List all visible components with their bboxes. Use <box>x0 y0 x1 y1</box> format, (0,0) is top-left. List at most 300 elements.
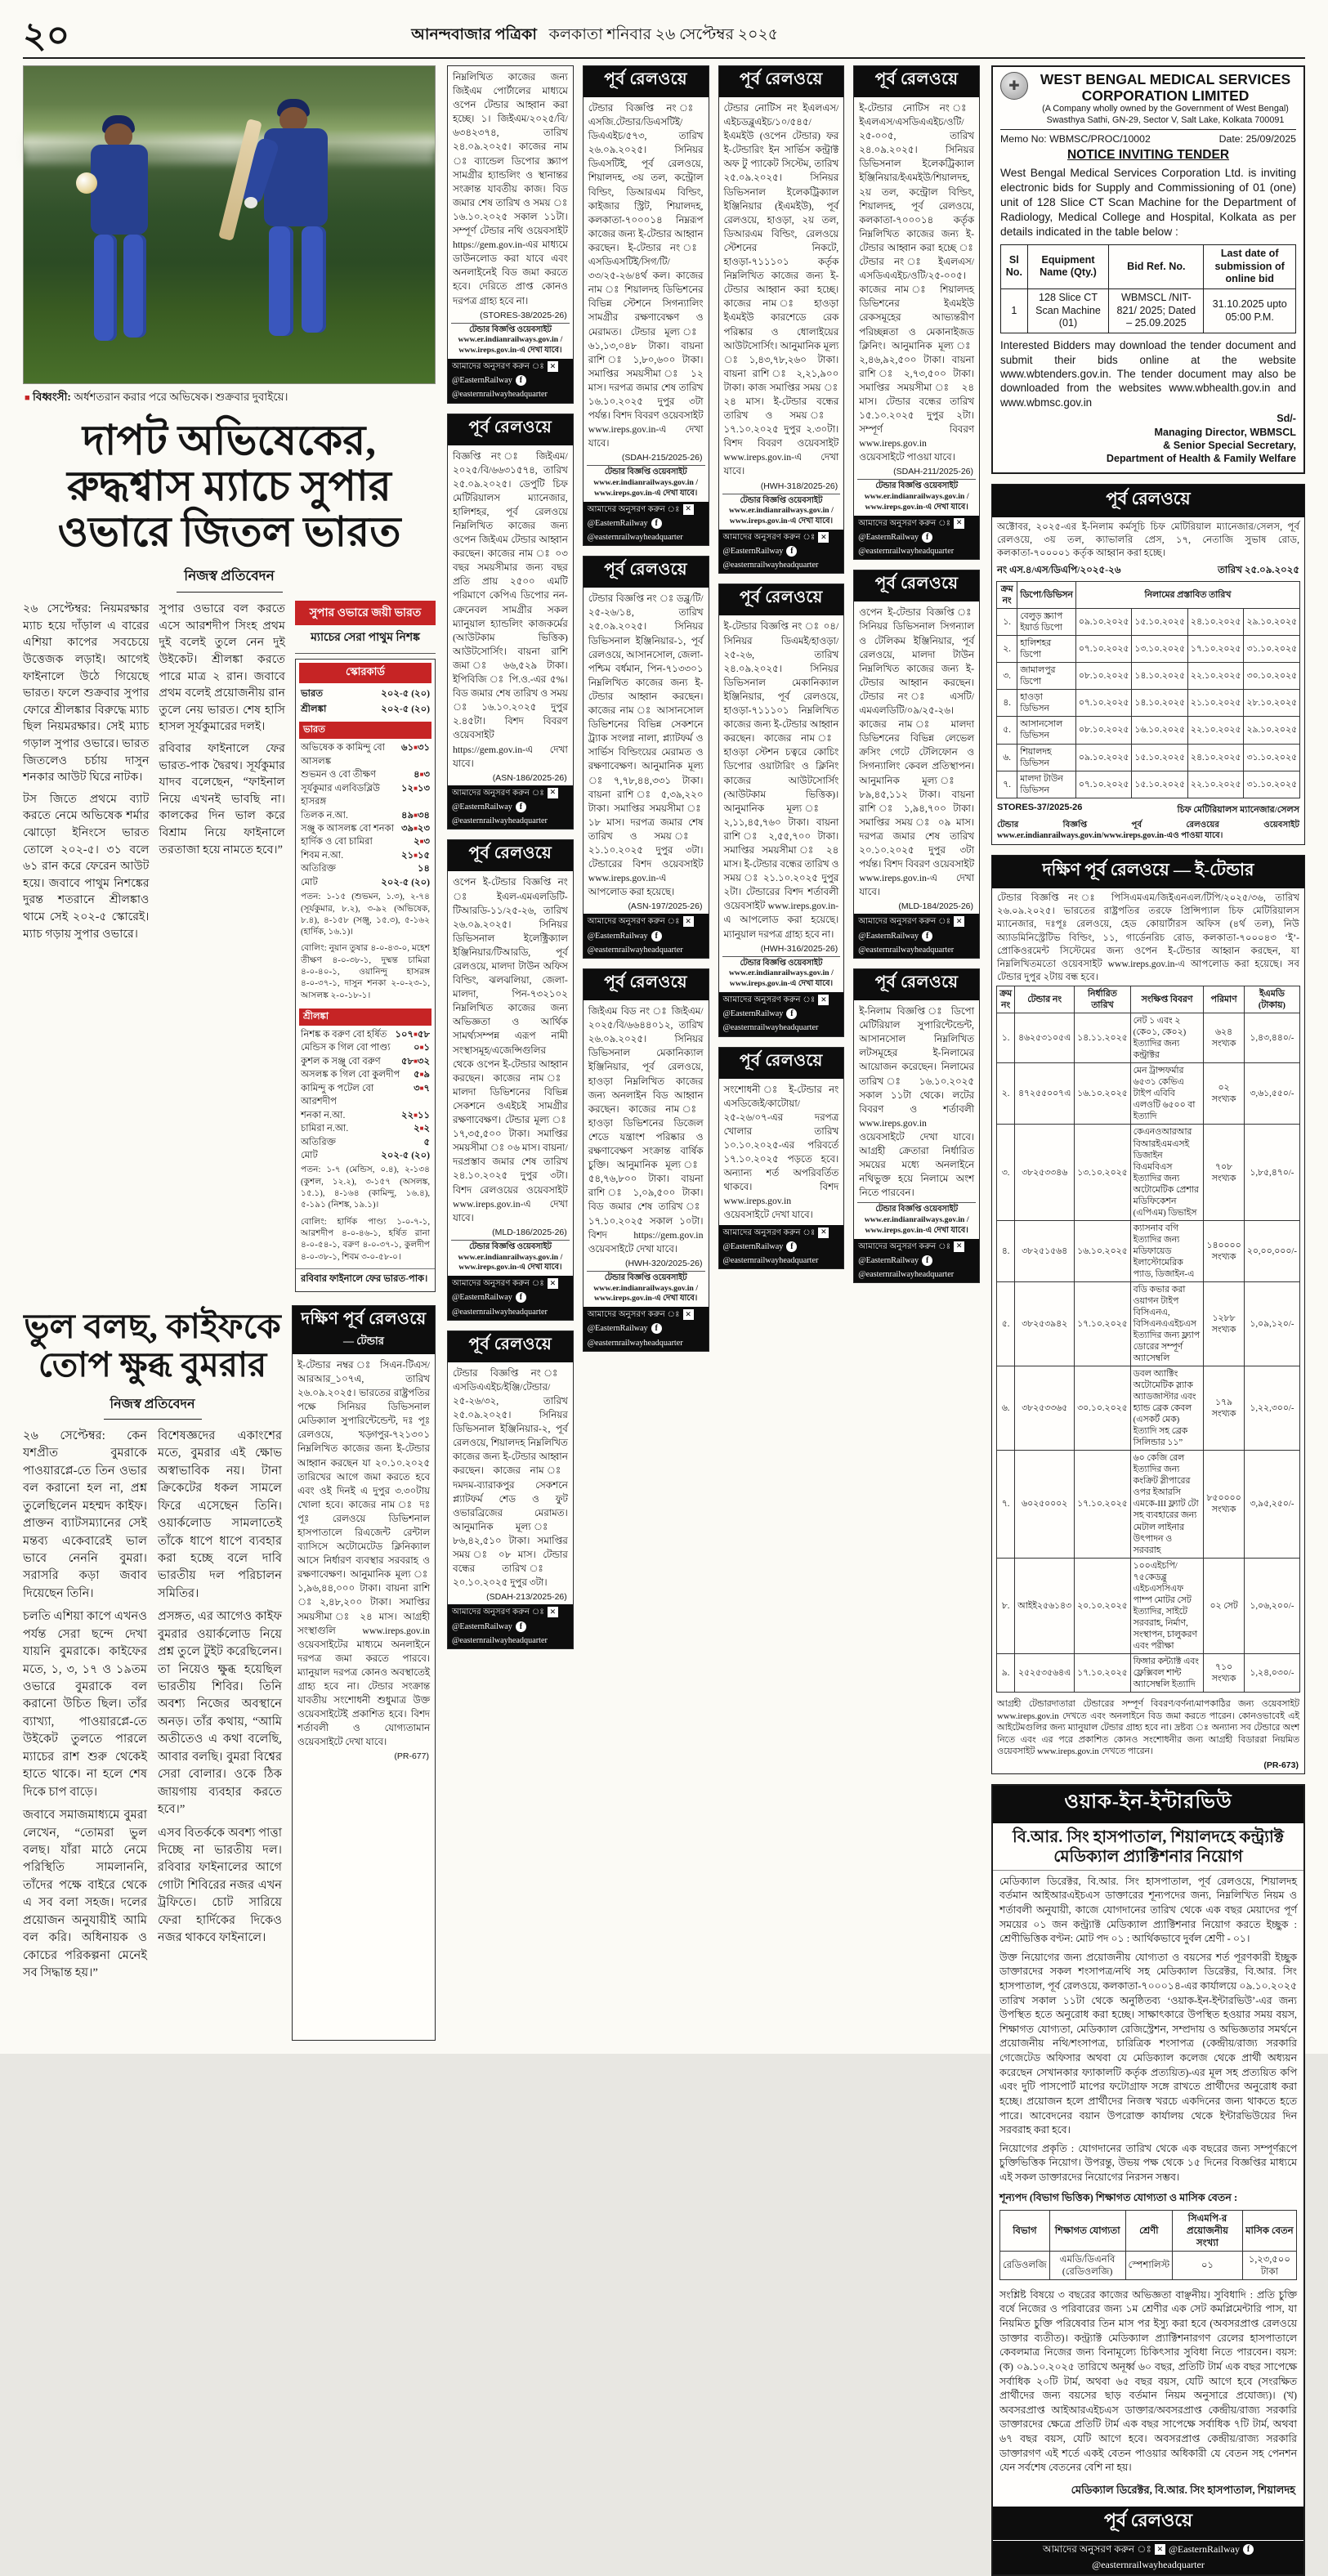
scorecard-summary-row <box>296 702 435 718</box>
batsman-row <box>296 1068 435 1081</box>
tender-box-body: টেন্ডার বিজ্ঞপ্তি নং ঃ ডব্লু/টি/২৫-২৬/১৪, তারিখ ২৫.০৯.২০২৫। সিনিয়র ডিভিসনাল ইঞ্জিনিয়ার-১, পূর্ব রেলওয়ে, আসানসোল, জেলা-পশ্চিম বর্ধমান, পিন-৭১৩৩০১ নিম্নলিখিত কাজের জন্য ই-টেন্ডার আহ্বান করছেন। কাজের নাম ঃ আসানসোল ডিভিশনের বিভিন্ন সেকশনে ট্র্যাক সংলগ্ন নালা, প্ল্যাটফর্ম ও সার্ভিস বিল্ডিংয়ের মেরামত ও রক্ষণাবেক্ষণ। আনুমানিক মূল্য ঃ ৭,৭৮,৪৪,৩৩১ টাকা। বায়না রাশি ঃ ৫,৩৯,২২০ টাকা। সমাপ্তির সময়সীমা ঃ ১৮ মাস। দরপত্র জমার শেষ তারিখ ও সময় ঃ ২১.১০.২০২৫ দুপুর ৩টা। টেন্ডারের বিশদ ওয়েবসাইট www.ireps.gov.in-এ আপলোড করা হয়েছে। <box>588 593 704 898</box>
batsman-dismissal: কুশল ক সঞ্জু বো বরুণ <box>301 1055 381 1067</box>
cell: ১৩.১০.২০২৫ <box>1075 1125 1131 1220</box>
table-header-row <box>997 582 1300 609</box>
page-number: ২০ <box>23 16 70 56</box>
cell: ১৬.১০.২০২৫ <box>1132 717 1188 744</box>
batsman-score: ৫■৯ <box>414 1069 430 1080</box>
eauction-signatory: চিফ মেটিরিয়ালস ম্যানেজার/সেলস <box>1177 804 1299 815</box>
nit-title: NOTICE INVITING TENDER <box>1066 148 1230 163</box>
follow-strip <box>448 359 573 403</box>
cell: মালদা টাউন ডিভিসন <box>1017 771 1076 798</box>
batsman-score: ৩৯■২৩ <box>401 823 430 834</box>
tender-box-header: পূর্ব রেলওয়ে <box>719 584 844 615</box>
table-row <box>997 1558 1300 1653</box>
score-separator-icon: ■ <box>419 1071 424 1079</box>
wbmscl-org-name: WEST BENGAL MEDICAL SERVICES CORPORATION LIMITED <box>1040 71 1291 104</box>
batting-pad <box>269 226 293 336</box>
tender-box-header: পূর্ব রেলওয়ে <box>448 414 573 445</box>
batsman-dismissal: সূর্যকুমার এলবিডব্লিউ হাসরঙ্গ <box>301 782 381 807</box>
score-separator-icon: ■ <box>414 1057 418 1065</box>
facebook-icon: f <box>651 931 662 941</box>
batsman-row <box>296 835 435 848</box>
second-article <box>23 1305 282 2041</box>
x-handle: @EasternRailway <box>858 532 919 542</box>
facebook-handle: @easternrailwayheadquarter <box>452 1635 548 1645</box>
paragraph: উক্ত নিয়োগের জন্য প্রয়োজনীয় যোগ্যতা ও বয়সের শর্ত পূরণকারী ইচ্ছুক ডাক্তারদের সকল শংসাপত্র/নথি সহ মেডিক্যাল ডিরেক্টর, বি.আর. সিং হাসপাতাল, পূর্ব রেলওয়ে, কলকাতা-৭০০০১৪-এর কার্যালয়ে ০৯.১০.২০২৫ তারিখ সকাল ১১টা থেকে অনুষ্ঠিতব্য ‘ওয়াক-ইন-ইন্টারভিউ’-এর জন্য উপস্থিত হতে অনুরোধ করা হচ্ছে। সাক্ষাৎকারে উপস্থিত হওয়ার সময় বয়স, শিক্ষাগত যোগ্যতা, মেডিক্যাল রেজিস্ট্রেশন, সম্প্রদায় ও অভিজ্ঞতার সমর্থনে প্রয়োজনীয় নথি/শংসাপত্র, চারিত্রিক শংসাপত্র (কেন্দ্রীয়/রাজ্য সরকারি গেজেটেড অফিসার অথবা যে মেডিক্যাল কলেজ থেকে প্রার্থী অধ্যয়ন করেছেন সেখানকার ফ্যাকালটি কর্তৃক প্রত্যয়িত)-এর মূল সহ প্রত্যয়িত কপি এবং দুটি পাসপোর্ট মাপের ফটোগ্রাফ সঙ্গে রাখতে প্রার্থীদের অনুরোধ করা হচ্ছে। প্রয়োজন হলে প্রার্থীদের নিজস্ব খরচে একদিনের জন্য থাকতে হতে পারে। আবেদনের বয়ান উপরোক্ত কার্যালয় থেকে ইন্টারভিউয়ের দিন সরবরাহ করা হবে। <box>999 1951 1297 2136</box>
lead-byline: নিজস্ব প্রতিবেদন <box>184 568 275 584</box>
follow-label: আমাদের অনুসরণ করুন ঃ <box>1043 2542 1151 2555</box>
batsman-score: ২১■১৫ <box>401 849 430 861</box>
score-separator-icon: ■ <box>414 744 418 752</box>
column-header: মাসিক বেতন <box>1242 2210 1296 2251</box>
walkin-subheader: বি.আর. সিং হাসপাতাল, শিয়ালদহে কন্ট্র্যাক্ট মেডিক্যাল প্র্যাক্টিশনার নিয়োগ <box>993 1823 1303 1871</box>
cell: ডবল অ্যাক্টিং অটোমেটিক স্ল্যাক অ্যাডজাস্টার এবং হ্যান্ড ব্রেক কেবল (এসকর্ট মেক) ইত্যাদি সহ ব্রেক সিলিন্ডার ১১” <box>1130 1366 1204 1451</box>
facebook-icon: f <box>651 518 662 529</box>
follow-strip <box>719 992 844 1036</box>
cell: ৩,৬১,৫৫০/- <box>1244 1063 1299 1125</box>
website-note: টেন্ডার বিজ্ঞপ্তি ওয়েবসাইট www.er.indianrailways.gov.in / www.ireps.gov.in-এ দেখা যাবে। <box>722 956 841 992</box>
x-handle: @EasternRailway <box>722 1241 784 1251</box>
cell: ১৪০০০০ সংখ্যক <box>1204 1220 1244 1281</box>
follow-label: আমাদের অনুসরণ করুন ঃ <box>858 1241 951 1251</box>
cell: ৪. <box>997 1220 1015 1281</box>
cell-salary: ১,২৩,৫০০ টাকা <box>1242 2251 1296 2279</box>
batsman-dismissal: অসলঙ্ক ক গিল বো কুলদীপ <box>301 1069 400 1080</box>
facebook-icon: f <box>516 1292 526 1303</box>
cell: ০৯.১০.২০২৫ <box>1075 609 1132 636</box>
cell: ১৪.১০.২০২৫ <box>1132 690 1188 717</box>
table-row <box>997 1366 1300 1451</box>
tender-notice-box <box>447 1330 574 1649</box>
website-note: টেন্ডার বিজ্ঞপ্তি ওয়েবসাইট www.er.indianrailways.gov.in / www.ireps.gov.in-এ দেখা যাবে। <box>451 323 570 359</box>
fall-of-wickets: পতন: ১-৭ (মেন্ডিস, ০.৪), ২-১৩৪ (কুশল, ১২.২), ৩-১৫৭ (অসলঙ্ক, ১৫.১), ৪-১৬৪ (কামিন্দু, ১৬.৪), ৫-১৯১ (নিশঙ্ক, ১৯.১)। <box>301 1165 430 1210</box>
facebook-handle: @easternrailwayheadquarter <box>722 1256 819 1266</box>
facebook-handle: @easternrailwayheadquarter <box>587 1338 683 1348</box>
cell: ৮৫০০০০ সংখ্যক <box>1204 1451 1244 1558</box>
column-header: পরিমাণ <box>1204 986 1244 1013</box>
batsman-row <box>296 822 435 835</box>
wbmscl-subtitle-1: (A Company wholly owned by the Government of West Bengal) <box>1042 104 1289 114</box>
facebook-handle: @easternrailwayheadquarter <box>858 547 955 557</box>
column-header: বিভাগ <box>1000 2210 1050 2251</box>
facebook-handle: @easternrailwayheadquarter <box>452 1307 548 1317</box>
cell: ১. <box>997 1013 1015 1063</box>
table-header-row <box>1001 244 1296 288</box>
cell: ২২.১০.২০২৫ <box>1187 771 1244 798</box>
score-separator-icon: ■ <box>419 771 424 779</box>
eauction-table <box>996 581 1300 798</box>
cell: ৭০৮ সংখ্যক <box>1204 1125 1244 1220</box>
cell: ৬. <box>997 1366 1015 1451</box>
cell: ৩৮২৫১৫৬৪ <box>1015 1220 1075 1281</box>
batsman-dismissal: কামিন্দু ক পটেল বো আরশদীপ <box>301 1082 374 1107</box>
innings-team-name: শ্রীলঙ্কা <box>299 1008 431 1026</box>
follow-strip <box>448 785 573 830</box>
x-icon: ✕ <box>818 1228 829 1238</box>
cell: ৩৮২৫৩৯৪২ <box>1015 1281 1075 1366</box>
batsman-score: ২■২ <box>414 1123 430 1134</box>
dateline: কলকাতা শনিবার ২৬ সেপ্টেম্বর ২০২৫ <box>548 26 779 43</box>
x-icon: ✕ <box>818 532 829 543</box>
cell: ২২.১০.২০২৫ <box>1187 717 1244 744</box>
column-header: নির্ধারিত তারিখ <box>1075 986 1131 1013</box>
se-tender-ref: (PR-677) <box>394 1751 429 1762</box>
batsman-score: ৫৮■৩২ <box>401 1055 430 1067</box>
cell: শিয়ালদহ ডিভিসন <box>1017 744 1076 771</box>
x-icon: ✕ <box>683 1309 694 1320</box>
byline-rule <box>104 1419 202 1420</box>
paragraph: টস জিতে প্রথমে ব্যাট করতে নেমে অভিষেক শর্মার ঝোড়ো ইনিংসে ভারত তোলে ২০২-৫। ৩১ বলে ৬১ রান করে ফেরেন আউট হয়ে। জবাবে পাথুম নিশঙ্কের দুরন্ত শতরানে শ্রীলঙ্কাও থামে সেই ২০২-৫ স্কোরেই। ম্যাচ গড়ায় সুপার ওভারে। <box>23 792 150 941</box>
cell: ২৯.১০.২০২৫ <box>1244 609 1300 636</box>
wbmscl-masthead <box>1000 72 1296 130</box>
score-separator-icon: ■ <box>414 1030 418 1038</box>
cell: হাওড়া ডিভিসন <box>1017 690 1076 717</box>
cell: ৩১.১০.২০২৫ <box>1244 636 1300 663</box>
tender-notice-box <box>853 570 980 959</box>
cell-qualification: এমডি/ডিএনবি (রেডিওলজি) <box>1049 2251 1125 2279</box>
column-header: Sl No. <box>1001 244 1028 288</box>
table-row <box>997 1013 1300 1063</box>
cell: ৩০.১০.২০২৫ <box>1075 1366 1131 1451</box>
tender-box-body: ই-টেন্ডার নোটিস নং ঃ ইএলএস/এসডিএএইচ/ওটি/২৫-০০৫, তারিখ ২৪.০৯.২০২৫। সিনিয়র ডিভিসনাল ইলেকট্রিক্যাল ইঞ্জিনিয়ার/ইএমইউ/শিয়ালদহ, ২য় তল, কন্ট্রোল বিল্ডিং, শিয়ালদহ, পূর্ব রেলওয়ে, কলকাতা-৭০০০১৪ কর্তৃক নিম্নলিখিত কাজের জন্য ই-টেন্ডার আহ্বান করা হচ্ছে ঃ টেন্ডার নং ঃ ইএলএস/এসডিএএইচ/ওটি/২৫-০০৫। কাজের নাম ঃ শিয়ালদহ ডিভিশনের ইএমইউ রেকসমূহের আভ্যন্তরীণ পরিচ্ছন্নতা ও মেকানাইজড ক্লিনিং। আনুমানিক মূল্য ঃ ২,৪৬,৯২,৫০০ টাকা। বায়না রাশি ঃ ২,৭৩,৫০০ টাকা। সমাপ্তির সময়সীমা ঃ ২৪ মাস। টেন্ডার বন্ধের তারিখ ১৫.১০.২০২৫ দুপুর ২টা। সম্পূর্ণ বিবরণ www.ireps.gov.in ওয়েবসাইটে পাওয়া যাবে। <box>859 102 974 463</box>
cell: ৭. <box>997 1451 1015 1558</box>
cell: আইই২৫৬১৪৩ <box>1015 1558 1075 1653</box>
cell: ১৩.১০.২০২৫ <box>1132 636 1188 663</box>
man-of-the-match: ম্যাচের সেরা পাথুম নিশঙ্ক <box>295 625 436 654</box>
table-row <box>997 1451 1300 1558</box>
cell: ২০,০০,০০০/- <box>1244 1220 1299 1281</box>
cell: মেন ট্রান্সফর্মার ৬৫৩১ কেভিএ টাইপ এবিবি এলওটি ৬৫০০ বা ইত্যাদি <box>1130 1063 1204 1125</box>
score-separator-icon: ■ <box>419 1125 424 1133</box>
eastern-railway-banner: পূর্ব রেলওয়ে <box>993 2505 1303 2540</box>
tender-notice-box <box>447 839 574 1320</box>
column-header: ক্রম নং <box>997 986 1015 1013</box>
cell: ১২৮৮ সংখ্যক <box>1204 1281 1244 1366</box>
follow-strip <box>584 914 709 958</box>
follow-label: আমাদের অনুসরণ করুন ঃ <box>722 532 816 542</box>
vacancy-table-label: শূন্যপদ (বিভাগ ভিত্তিক) শিক্ষাগত যোগ্যতা ও মাসিক বেতন : <box>999 2191 1238 2203</box>
photo-caption <box>23 384 436 409</box>
batting-pad <box>302 226 326 333</box>
tender-box-header: পূর্ব রেলওয়ে <box>854 969 979 1000</box>
batsman-row <box>296 1041 435 1054</box>
table-row <box>1001 288 1296 333</box>
innings-team-name: ভারত <box>299 722 431 739</box>
se-tender-title: দক্ষিণ পূর্ব রেলওয়ে <box>301 1309 427 1328</box>
batsman-score: ১২■১৩ <box>401 782 430 794</box>
batsman-dismissal: মেন্ডিস ক গিল বো পাণ্ড্য <box>301 1042 391 1053</box>
batsman-row <box>296 741 435 768</box>
batsman-dismissal: তিলক ন.আ. <box>301 809 348 821</box>
batsman-row <box>296 782 435 809</box>
fall-of-wickets: পতন: ১-১৫ (শুভমন, ১.৩), ২-৭৪ (সূর্যকুমার, ৮.২), ৩-৯২ (অভিষেক, ৮.৪), ৪-১৫৮ (সঞ্জু, ১৫.৩), ৫-১৬২ (হার্দিক, ১৬.১)। <box>301 892 430 937</box>
cell: ১৭.১০.২০২৫ <box>1075 1451 1131 1558</box>
cell: ৩১.১০.২০২৫ <box>1244 771 1300 798</box>
follow-strip <box>584 502 709 546</box>
innings-total-row <box>296 862 435 875</box>
classified-column <box>583 65 709 2041</box>
x-handle: @EasternRailway <box>452 802 512 812</box>
total-value: ২০২-৫ (২০) <box>381 1150 430 1161</box>
wbmscl-memo-row <box>1000 130 1296 146</box>
player-torso <box>91 145 148 235</box>
paragraph: জবাবে সমাজমাধ্যমে বুমরা লেখেন, “তোমরা ভুল বলছ। যাঁরা মাঠে নেমে পরিস্থিতি সামলাননি, তাঁদের পক্ষে বাইরে থেকে এ সব বলা সহজ। দলের প্রয়োজন অনুযায়ীই আমি বল করি। অধিনায়ক ও কোচের পরিকল্পনা মেনেই সব সিদ্ধান্ত হয়।” <box>23 1809 147 1980</box>
eauction-website-note: টেন্ডার বিজ্ঞপ্তি পূর্ব রেলওয়ের ওয়েবসাইট www.er.indianrailways.gov.in/www.ireps.gov.in-এও পাওয়া যাবে। <box>997 820 1299 840</box>
helmet-in-hand <box>76 172 97 194</box>
nit-footer: Interested Bidders may download the tender document and submit their bids online at the website www.wbtenders.gov.in. The tender document may also be downloaded from the websites www.wbhealth.gov.in and www.wbmsc.gov.in <box>1000 339 1296 409</box>
column-header: নিলামের প্রস্তাবিত তারিখ <box>1075 582 1299 609</box>
se-tender-header <box>293 1306 435 1354</box>
column-header: শ্রেণী <box>1125 2210 1173 2251</box>
follow-label: আমাদের অনুসরণ করুন ঃ <box>587 1310 680 1319</box>
cell: ০৭.১০.২০২৫ <box>1075 771 1132 798</box>
x-icon: ✕ <box>1155 2544 1165 2555</box>
cell: ৮. <box>997 1558 1015 1653</box>
table-row <box>997 690 1300 717</box>
facebook-icon: f <box>516 1621 526 1632</box>
follow-label: আমাদের অনুসরণ করুন ঃ <box>452 361 544 371</box>
cell: ০৭.১০.২০২৫ <box>1075 690 1132 717</box>
website-note: টেন্ডার বিজ্ঞপ্তি ওয়েবসাইট www.er.indianrailways.gov.in / www.ireps.gov.in-এ দেখা যাবে। <box>587 465 705 501</box>
cell: ১৪.১১.২০২৫ <box>1075 1013 1131 1063</box>
tender-notice-box <box>718 584 845 1036</box>
batsman-row <box>296 849 435 862</box>
follow-label: আমাদের অনুসরণ করুন ঃ <box>587 504 680 514</box>
lead-body <box>23 601 436 1292</box>
pr-code: (PR-673) <box>1263 1760 1299 1770</box>
tender-box-body: টেন্ডার বিজ্ঞপ্তি নং ঃ এসডিএএইচ/ইঞ্জি/টেন্ডার/২৫-২৬/৩২, তারিখ ২৫.০৯.২০২৫। সিনিয়র ডিভিসনাল ইঞ্জিনিয়ার-২, পূর্ব রেলওয়ে, শিয়ালদহ নিম্নলিখিত কাজের জন্য ই-টেন্ডার আহ্বান করছেন। কাজের নাম ঃ দমদম-ব্যারাকপুর সেকশনে প্ল্যাটফর্ম শেড ও ফুট ওভারব্রিজের মেরামত। আনুমানিক মূল্য ঃ ৮৬,৪২,৫১০ টাকা। সমাপ্তির সময় ঃ ০৮ মাস। টেন্ডার বন্ধের তারিখ ঃ ২০.১০.২০২৫ দুপুর ৩টা। <box>453 1366 568 1589</box>
total-label: অতিরিক্ত <box>301 863 337 874</box>
facebook-handle: @easternrailwayheadquarter <box>858 1270 955 1280</box>
x-icon: ✕ <box>818 995 829 1005</box>
x-icon: ✕ <box>548 788 558 798</box>
score-separator-icon: ■ <box>414 851 418 859</box>
score-separator-icon: ■ <box>414 811 418 819</box>
scorecard-summary-row <box>296 686 435 702</box>
vacancy-table <box>999 2210 1297 2280</box>
cell: ২০.১০.২০২৫ <box>1075 1558 1131 1653</box>
innings-total-row <box>296 1149 435 1162</box>
batsman-row <box>296 809 435 822</box>
tender-ref: (SDAH-213/2025-26) <box>486 1592 567 1603</box>
follow-label: আমাদের অনুসরণ করুন ঃ <box>722 1228 816 1237</box>
column-header: সংক্ষিপ্ত বিবরণ <box>1130 986 1204 1013</box>
column-header: Bid Ref. No. <box>1109 244 1204 288</box>
cell: ৪৭২৫৫০০৭এ <box>1015 1063 1075 1125</box>
cell: ৫. <box>997 717 1017 744</box>
x-icon: ✕ <box>683 504 694 515</box>
tender-box-header: পূর্ব রেলওয়ে <box>448 840 573 871</box>
team-name: শ্রীলঙ্কা <box>301 704 327 715</box>
cell: ১,০৯,১২০/- <box>1244 1281 1299 1366</box>
tender-box-header: পূর্ব রেলওয়ে <box>854 570 979 602</box>
cell-category: স্পেশালিস্ট <box>1125 2251 1173 2279</box>
cell: নেট ১ এবং ২ (কে০১, কে০২) ইত্যাদির জন্য কন্ট্রাক্টর <box>1130 1013 1204 1063</box>
tender-notice-box <box>718 65 845 574</box>
display-notices-region <box>991 65 1305 2571</box>
batsman-dismissal: শিবম ন.আ. <box>301 849 344 861</box>
table-row <box>997 1653 1300 1692</box>
se-etender-notice <box>991 855 1305 1774</box>
follow-strip <box>448 1604 573 1648</box>
page-header <box>23 11 1305 59</box>
batsman-dismissal: শনকা ন.আ. <box>301 1109 346 1120</box>
batsman-dismissal: সঞ্জু ক আসলঙ্ক বো শনকা <box>301 823 395 834</box>
facebook-handle: @easternrailwayheadquarter <box>1092 2559 1205 2571</box>
signatory-1: Managing Director, WBMSCL <box>1154 426 1296 438</box>
cell: ০৮.১০.২০২৫ <box>1075 717 1132 744</box>
batsman-row <box>296 1028 435 1041</box>
batsman-score: ০■১ <box>414 1042 430 1053</box>
x-handle: @EasternRailway <box>722 1009 784 1019</box>
tender-notice-box <box>447 414 574 830</box>
tender-box-body: নিম্নলিখিত কাজের জন্য জিইএম পোর্টালের মাধ্যমে ওপেন টেন্ডার আহ্বান করা হচ্ছে। ১। জিইএম/২০২৫/বি/৬৩৪২৩৭৪, তারিখ ২৪.০৯.২০২৫। কাজের নাম ঃ ব্যান্ডেল ডিপোর স্ক্র্যাপ সামগ্রীর হ্যান্ডলিং ও স্থানান্তর সংক্রান্ত যাবতীয় কাজ। বিড জমার শেষ তারিখ ও সময় ঃ ১৬.১০.২০২৫ সকাল ১১টা। সম্পূর্ণ টেন্ডার নথি ওয়েবসাইট https://gem.gov.in-এর মাধ্যমে ডাউনলোড করা যাবে এবং অনলাইনেই বিড জমা করতে হবে। দেরিতে প্রাপ্ত কোনও দরপত্র গ্রাহ্য হবে না। <box>453 71 568 306</box>
x-icon: ✕ <box>954 1241 964 1252</box>
cell: ০২ সেট <box>1204 1558 1244 1653</box>
facebook-handle: @easternrailwayheadquarter <box>587 533 683 543</box>
x-handle: @EasternRailway <box>587 1324 648 1334</box>
table-row <box>997 1125 1300 1220</box>
facebook-icon: f <box>922 1255 932 1266</box>
tender-box-body: সংশোধনী ঃ ই-টেন্ডার নং এসডিজেই/কাটোয়া/২৫-২৬/০৭-এর দরপত্র খোলার তারিখ ১০.১০.২০২৫-এর পরিবর্তে ১৭.১০.২০২৫ পড়তে হবে। অন্যান্য শর্ত অপরিবর্তিত থাকবে। বিশদ www.ireps.gov.in ওয়েবসাইটে দেখা যাবে। <box>723 1083 839 1221</box>
table-row <box>1000 2251 1297 2279</box>
page-content <box>23 65 1305 2571</box>
cell: ১৬.১০.২০২৫ <box>1075 1220 1131 1281</box>
cell: ১৭.১০.২০২৫ <box>1075 1653 1131 1692</box>
tender-notice-box <box>853 65 980 560</box>
eauction-footer-row <box>992 802 1304 819</box>
tender-ref: (SDAH-215/2025-26) <box>621 453 703 463</box>
signatory-2: & Senior Special Secretary, <box>1163 440 1296 451</box>
tender-box-header: পূর্ব রেলওয়ে <box>448 1331 573 1362</box>
tender-notice-box <box>853 968 980 1283</box>
lead-headline: দাপট অভিষেকের, রুদ্ধশ্বাস ম্যাচে সুপার ওভারে জিতল ভারত <box>57 418 401 557</box>
cell: ৬. <box>997 744 1017 771</box>
batsman-row <box>296 768 435 781</box>
tender-box-body: জিইএম বিড নং ঃ জিইএম/২০২৫/বি/৬৬৪৪০১২, তারিখ ২৬.০৯.২০২৫। সিনিয়র ডিভিসনাল মেকানিক্যাল ইঞ্জিনিয়ার, পূর্ব রেলওয়ে, হাওড়া নিম্নলিখিত কাজের জন্য অনলাইন বিড আহ্বান করছেন। কাজের নাম ঃ হাওড়া ডিভিশনের ডিজেল শেডে যন্ত্রাংশ পরিষ্কার ও রক্ষণাবেক্ষণ সংক্রান্ত বার্ষিক চুক্তি। আনুমানিক মূল্য ঃ ৫৪,৭৬,৮০০ টাকা। বায়না রাশি ঃ ১,০৯,৫০০ টাকা। বিড জমার শেষ তারিখ ঃ ১৭.১০.২০২৫ সকাল ১০টা। বিশদ https://gem.gov.in ওয়েবসাইটে দেখা যাবে। <box>588 1005 704 1254</box>
tender-box-body: ওপেন ই-টেন্ডার বিজ্ঞপ্তি নং ঃ ইএল-এমএলডিটি-টিআরডি-১১/২৫-২৬, তারিখ ২৬.০৯.২০২৫। সিনিয়র ডিভিসনাল ইলেক্ট্রিক্যাল ইঞ্জিনিয়ার/টিআরডি, পূর্ব রেলওয়ে, মালদা টাউন অফিস বিল্ডিং, ঝলঝলিয়া, জেলা-মালদা, পিন-৭৩২১০২ নিম্নলিখিত কাজের জন্য অভিজ্ঞতা ও আর্থিক সামর্থ্যসম্পন্ন এরূপ নামী সংস্থাসমূহ/এজেন্সিগুলির থেকে ওপেন ই-টেন্ডার আহ্বান করছেন। কাজের নাম ঃ মালদা ডিভিশনের বিভিন্ন সেকশনে ওএইচই সামগ্রীর রক্ষণাবেক্ষণ। টেন্ডার মূল্য ঃ ১৭,৩৫,৫০০ টাকা। সমাপ্তির সময়সীমা ঃ ০৬ মাস। বায়না/দরপ্রস্তাব জমার শেষ তারিখ ২৪.১০.২০২৫ দুপুর ৩টা। বিশদ রেলওয়ের ওয়েবসাইট www.ireps.gov.in-এ দেখা যাবে। <box>453 876 568 1223</box>
table-row <box>997 1281 1300 1366</box>
cell: ১৬.১০.২০২৫ <box>1075 1063 1131 1125</box>
lead-column-2 <box>159 601 286 1292</box>
score-separator-icon: ■ <box>419 1084 424 1092</box>
masthead <box>411 23 778 54</box>
scorecard-footer: রবিবার ফাইনালে ফের ভারত-পাক। <box>296 1268 435 1291</box>
tender-box-header: পূর্ব রেলওয়ে <box>584 66 709 97</box>
eauction-ref-row <box>992 561 1304 581</box>
paper-name: আনন্দবাজার পত্রিকা <box>411 26 537 43</box>
tender-box-header: পূর্ব রেলওয়ে <box>854 66 979 97</box>
second-article-body <box>23 1428 282 1983</box>
table-header-row <box>1000 2210 1297 2251</box>
scorecard <box>295 659 436 1292</box>
cell-sl: 1 <box>1001 288 1028 333</box>
cell: ২৪.১০.২০২৫ <box>1187 744 1244 771</box>
tender-ref: (STORES-38/2025-26) <box>480 310 567 320</box>
follow-label: আমাদের অনুসরণ করুন ঃ <box>722 995 816 1004</box>
cell: ৬২৪ সংখ্যক <box>1204 1013 1244 1063</box>
x-icon: ✕ <box>954 518 964 529</box>
cell: ৫. <box>997 1281 1015 1366</box>
se-tender-subtitle: — টেন্ডার <box>343 1334 384 1347</box>
x-handle: @EasternRailway <box>452 1293 512 1303</box>
paragraph: সুপার ওভারে বল করতে এসে আরশদীপ সিংহ প্রথম দুই বলেই তুলে নেন দুই উইকেট। শ্রীলঙ্কা করতে পারে মাত্র ২ রান। জবাবে প্রথম বলেই প্রয়োজনীয় রান তুলে নেয় ভারত। শেষ হাসি হাসল সূর্যকুমারের দলই। <box>159 602 285 734</box>
x-icon: ✕ <box>548 1278 558 1289</box>
website-note: টেন্ডার বিজ্ঞপ্তি ওয়েবসাইট www.er.indianrailways.gov.in / www.ireps.gov.in-এ দেখা যাবে। <box>857 1202 976 1238</box>
follow-strip <box>854 1239 979 1283</box>
table-row <box>997 663 1300 690</box>
batsman-score: ৬১■৩১ <box>401 742 430 754</box>
cell: ০৮.১০.২০২৫ <box>1075 663 1132 690</box>
cell: ৩০.১০.২০২৫ <box>1244 663 1300 690</box>
team-score: ২০২-৫ (২০) <box>381 688 430 700</box>
facebook-icon: f <box>922 931 932 941</box>
sd-line: Sd/- <box>1277 413 1296 425</box>
tender-ref: (ASN-186/2025-26) <box>492 772 567 783</box>
cell: ১৫.১০.২০২৫ <box>1132 744 1188 771</box>
tender-ref: (HWH-318/2025-26) <box>760 481 838 491</box>
tender-box-body: বিজ্ঞপ্তি নং ঃ জিইএম/২০২৫/বি/৬৬৩১৫৭৪, তারিখ ২৫.০৯.২০২৫। ডেপুটি চিফ মেটিরিয়ালস ম্যানেজার, হালিশহর, পূর্ব রেলওয়ে নিম্নলিখিত কাজের জন্য ওপেন জিইএম টেন্ডার আহ্বান করছেন। কাজের নাম ঃ ০৩ বছর সময়সীমার জন্য বছর প্রতি প্রায় ২৫০০ এমটি পরিমাণে কেপিএ ডিপোর নন-ক্রেনেবল সামগ্রীর সকল ম্যানুয়াল হ্যান্ডলিং কাজকর্মের (আউটকাম ভিত্তিক) আউটসোর্সিং। বায়না রাশি জমা ঃ ৬৬,৫২৯ টাকা। ইপিবিজি ঃ পি.ও.-এর ৫%। বিড জমার শেষ তারিখ ও সময় ঃ ১৬.১০.২০২৫ দুপুর ২.৪৫টা। বিশদ বিবরণ ওয়েবসাইট https://gem.gov.in-এ দেখা যাবে। <box>453 449 568 769</box>
follow-strip <box>993 2540 1303 2574</box>
cell: হালিশহর ডিপো <box>1017 636 1076 663</box>
team-score: ২০২-৫ (২০) <box>381 704 430 715</box>
tender-ref: (HWH-316/2025-26) <box>760 943 838 954</box>
facebook-icon: f <box>786 1241 797 1252</box>
se-etender-intro: টেন্ডার বিজ্ঞপ্তি নং ঃ পিসিএমএম/জিইএনএল/টিপি/২০২৫/৩৬, তারিখ ২৬.০৯.২০২৫। ভারতের রাষ্ট্রপতির তরফে প্রিন্সিপ্যাল চিফ মেটিরিয়ালস ম্যানেজার, দঃপূঃ রেলওয়ে, হেড কোয়ার্টারস অফিস (৪র্থ তল), নিউ অ্যাডমিনিস্ট্রেটিভ বিল্ডিং, ১১, গার্ডেনরিচ রোড, কলকাতা-৭০০০৪৩ ‘ই’-প্রোকিওরমেন্ট সিস্টেমের জন্য ওপেন ই-টেন্ডার আহ্বান করছেন, যা নিম্নলিখিতমতো ওয়েবসাইট www.ireps.gov.in-এ আপলোড করা হয়েছে। সব টেন্ডার দুপুর ২টায় বন্ধ হবে। <box>997 892 1299 982</box>
walkin-header: ওয়াক-ইন-ইন্টারভিউ <box>993 1786 1303 1823</box>
cell: ১,০৬,২০০/- <box>1244 1558 1299 1653</box>
total-value: ৫ <box>423 1136 430 1147</box>
signatory-3: Department of Health & Family Welfare <box>1106 453 1296 465</box>
cell: ০৭.১০.২০২৫ <box>1075 636 1132 663</box>
tender-box-body: টেন্ডার বিজ্ঞপ্তি নং ঃ এসজি.টেন্ডার/ডিএসটিই/ডিএএইচ/৫৭৩, তারিখ ২৬.০৯.২০২৫। সিনিয়র ডিএসটিই, পূর্ব রেলওয়ে, শিয়ালদহ, ৩য় তল, কন্ট্রোল বিল্ডিং, ডিআরএম বিল্ডিং, কাইজার স্ট্রিট, শিয়ালদহ, কলকাতা-৭০০০১৪ নিম্নরূপ কাজের জন্য ই-টেন্ডার আহ্বান করছেন। ই-টেন্ডার নং ঃ এসডিএসটিই/সিগ/টি/৩৩/২৫-২৬/৪র্থ কল। কাজের নাম ঃ শিয়ালদহ ডিভিশনের বিভিন্ন স্টেশনে সিগন্যালিং সামগ্রীর রক্ষণাবেক্ষণ ও মেরামত। টেন্ডার মূল্য ঃ ৬১,১৩,০৪৮ টাকা। বায়না রাশি ঃ ১,৮০,৬০০ টাকা। সমাপ্তির সময়সীমা ঃ ১২ মাস। দরপত্র জমার শেষ তারিখ ১৬.১০.২০২৫ দুপুর ৩টা পর্যন্ত। বিশদ বিবরণ ওয়েবসাইট www.ireps.gov.in-এ দেখা যাবে। <box>588 102 704 449</box>
cell: ০৯.১০.২০২৫ <box>1075 744 1132 771</box>
table-header-row <box>997 986 1300 1013</box>
se-tender-body: ই-টেন্ডার নম্বর ঃ সিএন-টিএস/আরআর_১০৭এ, তারিখ ২৬.০৯.২০২৫। ভারতের রাষ্ট্রপতির পক্ষে সিনিয়র ডিভিসনাল মেডিক্যাল সুপারিন্টেন্ডেন্ট, দঃ পূঃ রেলওয়ে, খড়্গপুর-৭২১৩০১ নিম্নলিখিত কাজের জন্য ই-টেন্ডার আহ্বান করছেন যা ২০.১০.২০২৫ তারিখের আগে জমা করতে হবে এবং ওই দিনই এ দুপুর ৩.৩০টায় খোলা হবে। কাজের নাম ঃ দঃ পূঃ রেলওয়ে ডিভিশনাল হাসপাতালে রিএজেন্ট রেন্টাল ব্যাসিসে অটোমেটেড ক্লিনিক্যাল আসে নির্ধারণ ব্যবস্থার সরবরাহ ও রক্ষণাবেক্ষণ। আনুমানিক মূল্য ঃ ১,৯৬,৪৪,০০০ টাকা। বায়না রাশি ঃ ২,৪৮,২০০ টাকা। সমাপ্তির সময়সীমা ঃ ২৪ মাস। আগ্রহী সংস্থাগুলি www.ireps.gov.in ওয়েবসাইটের মাধ্যমে অনলাইনে দরপত্র জমা করতে পারবে। ম্যানুয়াল দরপত্র কোনও অবস্থাতেই গ্রাহ্য হবে না। টেন্ডার সংক্রান্ত যাবতীয় সংশোধনী শুধুমাত্র উক্ত ওয়েবসাইটেই প্রকাশিত হবে। বিশদ শর্তাবলী ও যোগ্যতামান ওয়েবসাইটে দেখা যাবে। <box>297 1358 430 1748</box>
column-header: সিএমপি-র প্রয়োজনীয় সংখ্যা <box>1173 2210 1243 2251</box>
memo-number: Memo No: WBMSC/PROC/10002 <box>1000 133 1151 145</box>
cell: ১,৪৩,৪৪০/- <box>1244 1013 1299 1063</box>
follow-label: আমাদের অনুসরণ করুন ঃ <box>858 518 951 528</box>
table-row <box>997 1063 1300 1125</box>
batsman-score: ১০৭■৫৮ <box>395 1028 430 1040</box>
website-note: টেন্ডার বিজ্ঞপ্তি ওয়েবসাইট www.er.indianrailways.gov.in / www.ireps.gov.in-এ দেখা যাবে। <box>587 1271 705 1307</box>
nit-table <box>1000 244 1296 333</box>
follow-strip <box>854 914 979 958</box>
facebook-icon: f <box>651 1323 662 1334</box>
second-byline: নিজস্ব প্রতিবেদন <box>110 1397 195 1411</box>
cell: ২. <box>997 1063 1015 1125</box>
cell: ৩. <box>997 1125 1015 1220</box>
table-row <box>997 609 1300 636</box>
classified-column <box>718 65 845 2041</box>
tender-ref: (MLD-186/2025-26) <box>492 1227 567 1237</box>
column-header: Last date of submission of online bid <box>1204 244 1296 288</box>
tender-notice-box <box>583 556 709 959</box>
website-note: টেন্ডার বিজ্ঞপ্তি ওয়েবসাইট www.er.indianrailways.gov.in / www.ireps.gov.in-এ দেখা যাবে। <box>451 1240 570 1276</box>
follow-label: আমাদের অনুসরণ করুন ঃ <box>452 1608 544 1617</box>
wbmscl-tender-notice <box>991 65 1305 474</box>
x-icon: ✕ <box>954 916 964 927</box>
x-handle: @EasternRailway <box>858 1255 919 1265</box>
follow-strip <box>719 1225 844 1269</box>
batsman-row <box>296 1082 435 1109</box>
tender-ref: (MLD-184/2025-26) <box>898 901 973 912</box>
cell: ৩৮২৫৩৩৬৫ <box>1015 1366 1075 1451</box>
eauction-header: পূর্ব রেলওয়ে <box>992 485 1304 517</box>
paragraph: ২৬ সেপ্টেম্বর: নিয়মরক্ষার ম্যাচ হয়ে দাঁড়াল এ বারের এশিয়া কাপের সবচেয়ে উত্তেজক লড়াই। আগেই ফাইনালে উঠে গিয়েছে ভারত। ফলে শুক্রবার সুপার ফোরে শ্রীলঙ্কার বিরুদ্ধে ম্যাচ ছিল নিয়মরক্ষার। সেই ম্যাচ গড়াল সুপার ওভারে। ভারত জিতলেও চর্চায় দাসুন শনকার আউট ঘিরে নাটক। <box>23 602 150 785</box>
